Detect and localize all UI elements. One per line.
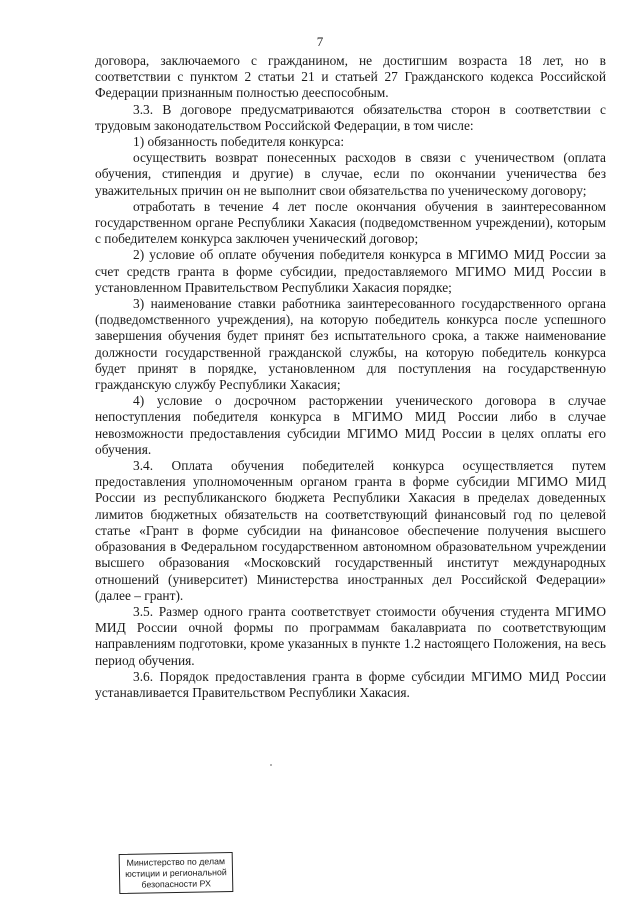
paragraph-3-6: 3.6. Порядок предоставления гранта в форме субсидии МГИМО МИД России устанавливается Правительством Республики Хакасия. xyxy=(95,668,606,700)
stamp-line-1: Министерство по делам xyxy=(126,856,226,868)
scan-speck xyxy=(270,764,272,766)
paragraph-item-3: 3) наименование ставки работника заинтересованного государственного органа (подведомственного учреждения), на которую победитель конкурса после успешного завершения обучения будет принят без испытательного срока, а также наименование должности государственной гражданской службы, на которую победитель конкурса будет принят в порядке, установленном для поступления на государственную гражданскую службу Республики Хакасия; xyxy=(95,296,606,393)
paragraph-item-2: 2) условие об оплате обучения победителя конкурса в МГИМО МИД России за счет средств гранта в форме субсидии, предоставляемого МГИМО МИД России в установленном Правительством Республики Хакасия порядке; xyxy=(95,247,606,295)
paragraph-3-3: 3.3. В договоре предусматриваются обязательства сторон в соответствии с трудовым законодательством Российской Федерации, в том числе: xyxy=(95,101,606,133)
paragraph-continuation: договора, заключаемого с гражданином, не достигшим возраста 18 лет, но в соответствии с пунктом 2 статьи 21 и статьей 27 Гражданского кодекса Российской Федерации признанным полностью дееспособным. xyxy=(95,53,606,101)
paragraph-3-5: 3.5. Размер одного гранта соответствует стоимости обучения студента МГИМО МИД России очной формы по программам бакалавриата по соответствующим направлениям подготовки, кроме указанных в пункте 1.2 настоящего Положения, на весь период обучения. xyxy=(95,603,606,668)
document-body xyxy=(95,53,606,701)
stamp-line-2: юстиции и региональной xyxy=(125,867,227,879)
paragraph-item-1: 1) обязанность победителя конкурса: xyxy=(133,134,345,150)
page-number: 7 xyxy=(316,34,324,49)
paragraph-3-4: 3.4. Оплата обучения победителей конкурса осуществляется путем предоставления уполномоченным органом гранта в форме субсидии МГИМО МИД России из республиканского бюджета Республики Хакасия в пределах доведенных лимитов бюджетных обязательств на соответствующий финансовый год по целевой статье «Грант в форме субсидии на финансовое обеспечение получения высшего образования в Федеральном государственном автономном образовательном учреждении высшего образования «Московский государственный институт международных отношений (университет) Министерства иностранных дел Российской Федерации» (далее – грант). xyxy=(95,458,606,603)
paragraph-item-1-work: отработать в течение 4 лет после окончания обучения в заинтересованном государственном органе Республики Хакасия (подведомственном учреждении), которым с победителем конкурса заключен ученический договор; xyxy=(95,198,606,247)
paragraph-item-4: 4) условие о досрочном расторжении ученического договора в случае непоступления победителя конкурса в МГИМО МИД России либо в случае невозможности предоставления субсидии МГИМО МИД России в целях оплаты его обучения. xyxy=(95,393,606,457)
paragraph-item-1-refund: осуществить возврат понесенных расходов в связи с ученичеством (оплата обучения, стипендия и другие) в случае, если по окончании ученичества без уважительных причин он не выполнит свои обязательства по ученическому договору; xyxy=(95,150,606,198)
ministry-stamp xyxy=(119,852,234,894)
stamp-line-3: безопасности РХ xyxy=(141,878,211,890)
